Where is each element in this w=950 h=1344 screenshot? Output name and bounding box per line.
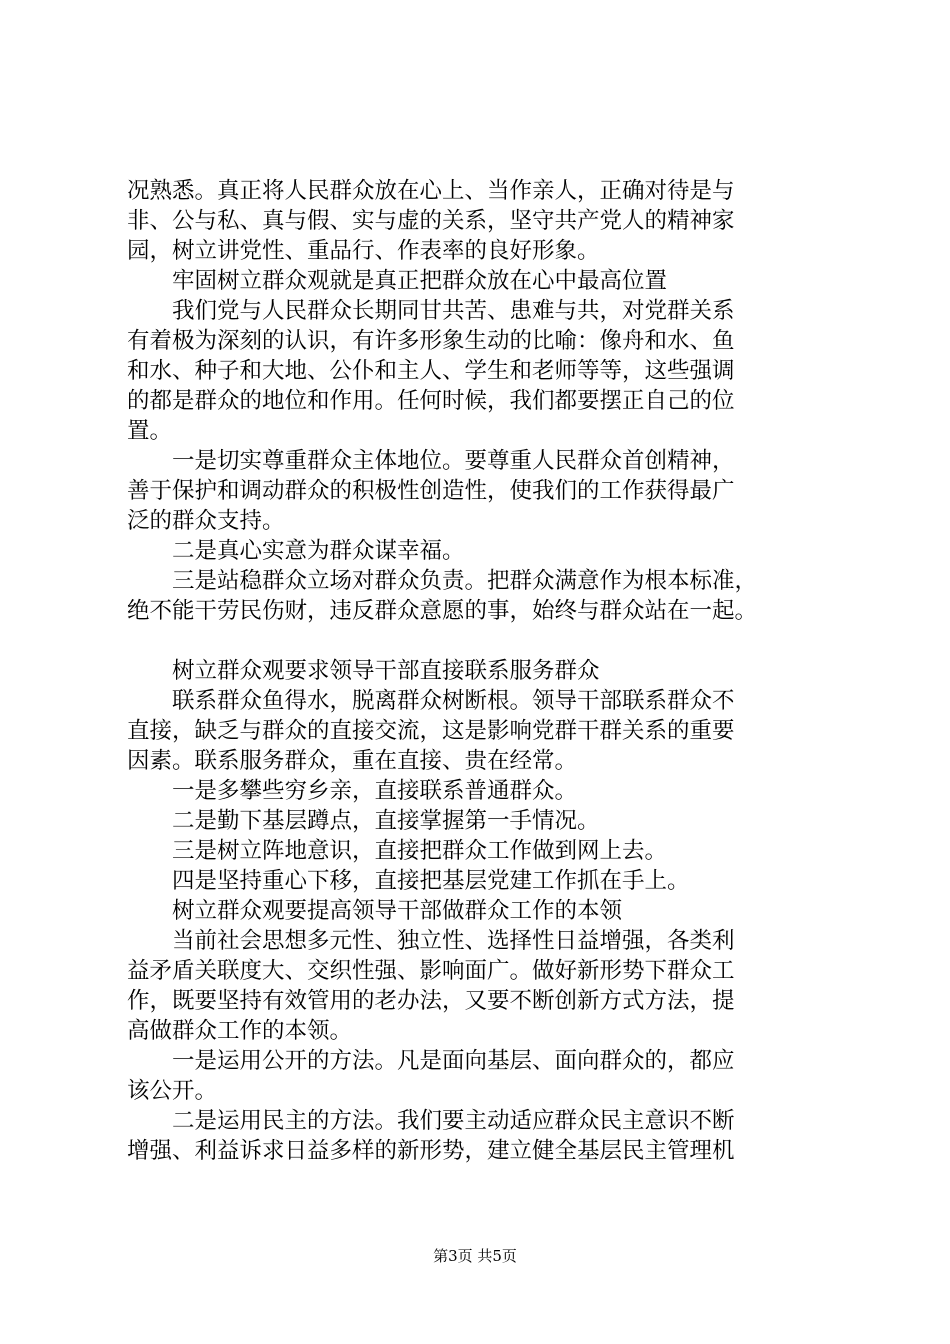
text-line: 该公开。 — [127, 1078, 218, 1104]
text-line: 二是勤下基层蹲点，直接掌握第一手情况。 — [127, 808, 600, 834]
text-line: 益矛盾关联度大、交织性强、影响面广。做好新形势下群众工 — [127, 958, 735, 984]
text-line: 牢固树立群众观就是真正把群众放在心中最高位置 — [127, 268, 668, 294]
blank-line — [127, 626, 849, 656]
text-line: 一是多攀些穷乡亲，直接联系普通群众。 — [127, 778, 578, 804]
text-line: 直接，缺乏与群众的直接交流，这是影响党群干群关系的重要 — [127, 718, 735, 744]
text-line: 增强、利益诉求日益多样的新形势，建立健全基层民主管理机 — [127, 1138, 735, 1164]
text-line: 和水、种子和大地、公仆和主人、学生和老师等等，这些强调 — [127, 358, 735, 384]
text-line: 况熟悉。真正将人民群众放在心上、当作亲人，正确对待是与 — [127, 178, 735, 204]
text-line: 善于保护和调动群众的积极性创造性，使我们的工作获得最广 — [127, 478, 735, 504]
text-line: 的都是群众的地位和作用。任何时候，我们都要摆正自己的位 — [127, 388, 735, 414]
text-line: 作，既要坚持有效管用的老办法，又要不断创新方式方法，提 — [127, 988, 735, 1014]
text-line: 高做群众工作的本领。 — [127, 1018, 353, 1044]
text-line: 树立群众观要提高领导干部做群众工作的本领 — [127, 898, 623, 924]
text-line: 四是坚持重心下移，直接把基层党建工作抓在手上。 — [127, 868, 690, 894]
text-line: 当前社会思想多元性、独立性、选择性日益增强，各类利 — [127, 928, 735, 954]
text-line: 我们党与人民群众长期同甘共苦、患难与共，对党群关系 — [127, 298, 735, 324]
text-line: 二是真心实意为群众谋幸福。 — [127, 538, 465, 564]
text-line: 联系群众鱼得水，脱离群众树断根。领导干部联系群众不 — [127, 688, 735, 714]
text-line: 因素。联系服务群众，重在直接、贵在经常。 — [127, 748, 578, 774]
text-line: 树立群众观要求领导干部直接联系服务群众 — [127, 658, 600, 684]
text-line: 一是运用公开的方法。凡是面向基层、面向群众的，都应 — [127, 1048, 735, 1074]
text-line: 园，树立讲党性、重品行、作表率的良好形象。 — [127, 238, 600, 264]
text-line: 二是运用民主的方法。我们要主动适应群众民主意识不断 — [127, 1108, 735, 1134]
text-line: 非、公与私、真与假、实与虚的关系，坚守共产党人的精神家 — [127, 208, 735, 234]
page-footer: 第3页 共5页 — [433, 1247, 517, 1265]
text-line: 泛的群众支持。 — [127, 508, 285, 534]
text-line: 有着极为深刻的认识，有许多形象生动的比喻：像舟和水、鱼 — [127, 328, 735, 354]
text-line: 三是树立阵地意识，直接把群众工作做到网上去。 — [127, 838, 668, 864]
text-line: 一是切实尊重群众主体地位。要尊重人民群众首创精神， — [127, 448, 735, 474]
text-line: 置。 — [127, 418, 173, 444]
text-line: 三是站稳群众立场对群众负责。把群众满意作为根本标准， — [127, 568, 758, 594]
document-body — [127, 176, 849, 1166]
text-line: 绝不能干劳民伤财，违反群众意愿的事，始终与群众站在一起。 — [127, 598, 758, 624]
